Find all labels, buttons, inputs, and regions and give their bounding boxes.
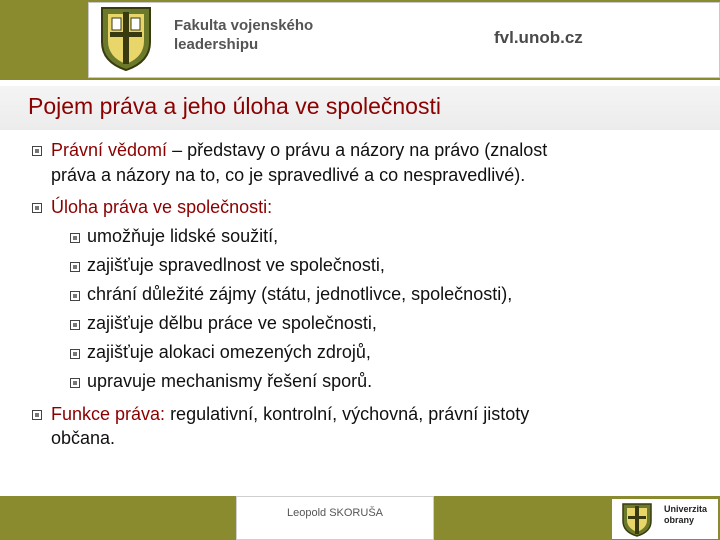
list-item-1-text: – představy o právu a názory na právo (znalost	[167, 140, 548, 160]
university-name: Univerzita obrany	[664, 504, 708, 525]
bullet-icon	[32, 203, 42, 213]
list-item-1-line1	[51, 140, 547, 161]
footer-band-left	[0, 496, 236, 540]
faculty-logo-icon	[98, 4, 154, 72]
slide-title: Pojem práva a jeho úloha ve společnosti	[28, 93, 441, 119]
sub-item: upravuje mechanismy řešení sporů.	[87, 371, 373, 391]
bullet-icon	[70, 291, 80, 301]
faculty-name: Fakulta vojenského leadershipu	[174, 17, 314, 53]
list-item-2-term: Úloha práva ve společnosti:	[51, 197, 273, 217]
author-name: Leopold SKORUŠA	[287, 507, 383, 519]
bullet-icon	[32, 146, 42, 156]
list-item-1-line2: práva a názory na to, co je spravedlivé a co nespravedlivé).	[51, 165, 526, 185]
bullet-icon	[70, 349, 80, 359]
bullet-icon	[70, 233, 80, 243]
university-logo-icon	[620, 501, 654, 537]
bullet-icon	[70, 320, 80, 330]
list-item-3-term: Funkce práva:	[51, 404, 166, 424]
list-item-3-line1	[51, 404, 529, 425]
site-url[interactable]: fvl.unob.cz	[494, 28, 583, 47]
sub-item: zajišťuje dělbu práce ve společnosti,	[87, 313, 377, 333]
bullet-icon	[70, 378, 80, 388]
sub-item: zajišťuje alokaci omezených zdrojů,	[87, 342, 371, 362]
bullet-icon	[70, 262, 80, 272]
list-item-3-text: regulativní, kontrolní, výchovná, právní jistoty	[165, 404, 530, 424]
list-item-1-term: Právní vědomí	[51, 140, 168, 160]
sub-item: zajišťuje spravedlnost ve společnosti,	[87, 255, 385, 275]
bullet-icon	[32, 410, 42, 420]
list-item-3-line2: občana.	[51, 428, 116, 448]
sub-item: chrání důležité zájmy (státu, jednotlivce, společnosti),	[87, 284, 513, 304]
sub-item: umožňuje lidské soužití,	[87, 226, 279, 246]
